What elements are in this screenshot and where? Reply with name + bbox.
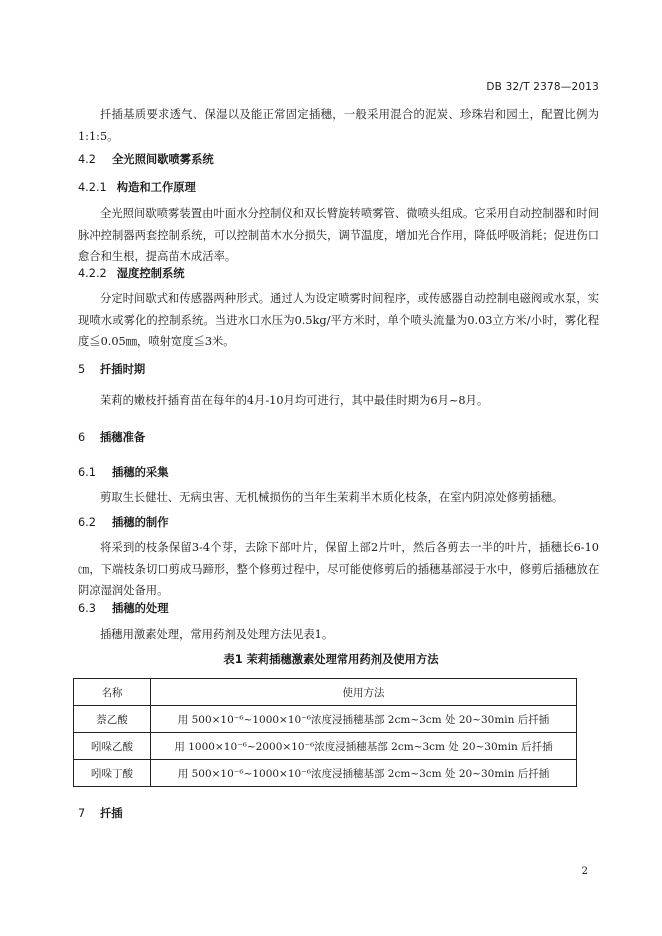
table-cell: 萘乙酸 xyxy=(74,706,151,733)
table-cell: 用 500×10⁻⁶~1000×10⁻⁶浓度浸插穗基部 2cm~3cm 处 20~30min 后扦插 xyxy=(151,760,577,787)
section-heading-6 xyxy=(78,429,145,445)
table-cell: 用 500×10⁻⁶~1000×10⁻⁶浓度浸插穗基部 2cm~3cm 处 20~30min 后扦插 xyxy=(151,706,577,733)
section-title: 插穗的处理 xyxy=(112,602,169,615)
section-number: 5 xyxy=(78,363,86,376)
table-row xyxy=(74,733,577,760)
table-header-row xyxy=(74,679,577,706)
section-heading-4-2 xyxy=(78,151,214,167)
table-row xyxy=(74,706,577,733)
table-cell: 用 1000×10⁻⁶~2000×10⁻⁶浓度浸插穗基部 2cm~3cm 处 20~30min 后扦插 xyxy=(151,733,577,760)
paragraph-4-2-2: 分定时间歇式和传感器两种形式。通过人为设定喷雾时间程序，或传感器自动控制电磁阀或水泵，实现喷水或雾化的控制系统。当进水口水压为0.5kg/平方米时，单个喷头流量为0.03立方米/小时，雾化程度≦0.05㎜，喷射宽度≦3米。 xyxy=(78,292,599,348)
section-title: 插穗的制作 xyxy=(112,516,169,529)
section-number: 4.2.2 xyxy=(78,267,107,280)
section-number: 7 xyxy=(78,807,86,820)
table-row xyxy=(74,760,577,787)
paragraph-6-1: 剪取生长健壮、无病虫害、无机械损伤的当年生茉莉半木质化枝条，在室内阴凉处修剪插穗。 xyxy=(100,491,564,504)
intro-paragraph: 扦插基质要求透气、保湿以及能正常固定插穗，一般采用混合的泥炭、珍珠岩和园土，配置比例为1:1:5。 xyxy=(78,108,599,143)
section-title: 扦插 xyxy=(100,807,123,820)
paragraph-4-2-1: 全光照间歇喷雾装置由叶面水分控制仪和双长臂旋转喷雾管、微喷头组成。它采用自动控制器和时间脉冲控制器两套控制系统，可以控制苗木水分损失，调节温度，增加光合作用，降低呼吸消耗；促进伤口愈合和生根，提高苗木成活率。 xyxy=(78,207,599,263)
section-number: 4.2.1 xyxy=(78,181,107,194)
section-number: 6.3 xyxy=(78,602,96,615)
hormone-table xyxy=(73,678,577,787)
section-title: 插穗准备 xyxy=(100,431,146,444)
section-heading-5 xyxy=(78,361,145,377)
document-id: DB 32/T 2378—2013 xyxy=(486,81,599,93)
section-title: 插穗的采集 xyxy=(112,466,169,479)
section-number: 6.2 xyxy=(78,516,96,529)
section-heading-6-2 xyxy=(78,514,169,530)
section-title: 湿度控制系统 xyxy=(116,267,185,280)
section-heading-6-1 xyxy=(78,464,169,480)
table-cell: 吲哚丁酸 xyxy=(74,760,151,787)
section-heading-7 xyxy=(78,805,123,821)
section-number: 4.2 xyxy=(78,153,96,166)
section-number: 6 xyxy=(78,431,86,444)
paragraph-5: 茉莉的嫩枝扦插育苗在每年的4月-10月均可进行，其中最佳时期为6月~8月。 xyxy=(100,394,489,407)
section-title: 全光照间歇喷雾系统 xyxy=(112,153,214,166)
section-number: 6.1 xyxy=(78,466,96,479)
section-title: 扦插时期 xyxy=(100,363,146,376)
section-heading-4-2-1 xyxy=(78,179,196,195)
page-number: 2 xyxy=(581,866,588,877)
table-caption: 表1 茉莉插穗激素处理常用药剂及使用方法 xyxy=(223,653,439,666)
section-title: 构造和工作原理 xyxy=(116,181,196,194)
table-header-cell: 使用方法 xyxy=(151,679,577,706)
paragraph-6-2: 将采到的枝条保留3-4个芽，去除下部叶片，保留上部2片叶，然后各剪去一半的叶片，插穗长6-10㎝，下端枝条切口剪成马蹄形，整个修剪过程中，尽可能使修剪后的插穗基部浸于水中，修剪后插穗放在阴凉湿润处备用。 xyxy=(78,541,599,597)
table-cell: 吲哚乙酸 xyxy=(74,733,151,760)
section-heading-6-3 xyxy=(78,600,169,616)
paragraph-6-3: 插穗用激素处理，常用药剂及处理方法见表1。 xyxy=(100,628,334,641)
table-header-cell: 名称 xyxy=(74,679,151,706)
section-heading-4-2-2 xyxy=(78,265,185,281)
